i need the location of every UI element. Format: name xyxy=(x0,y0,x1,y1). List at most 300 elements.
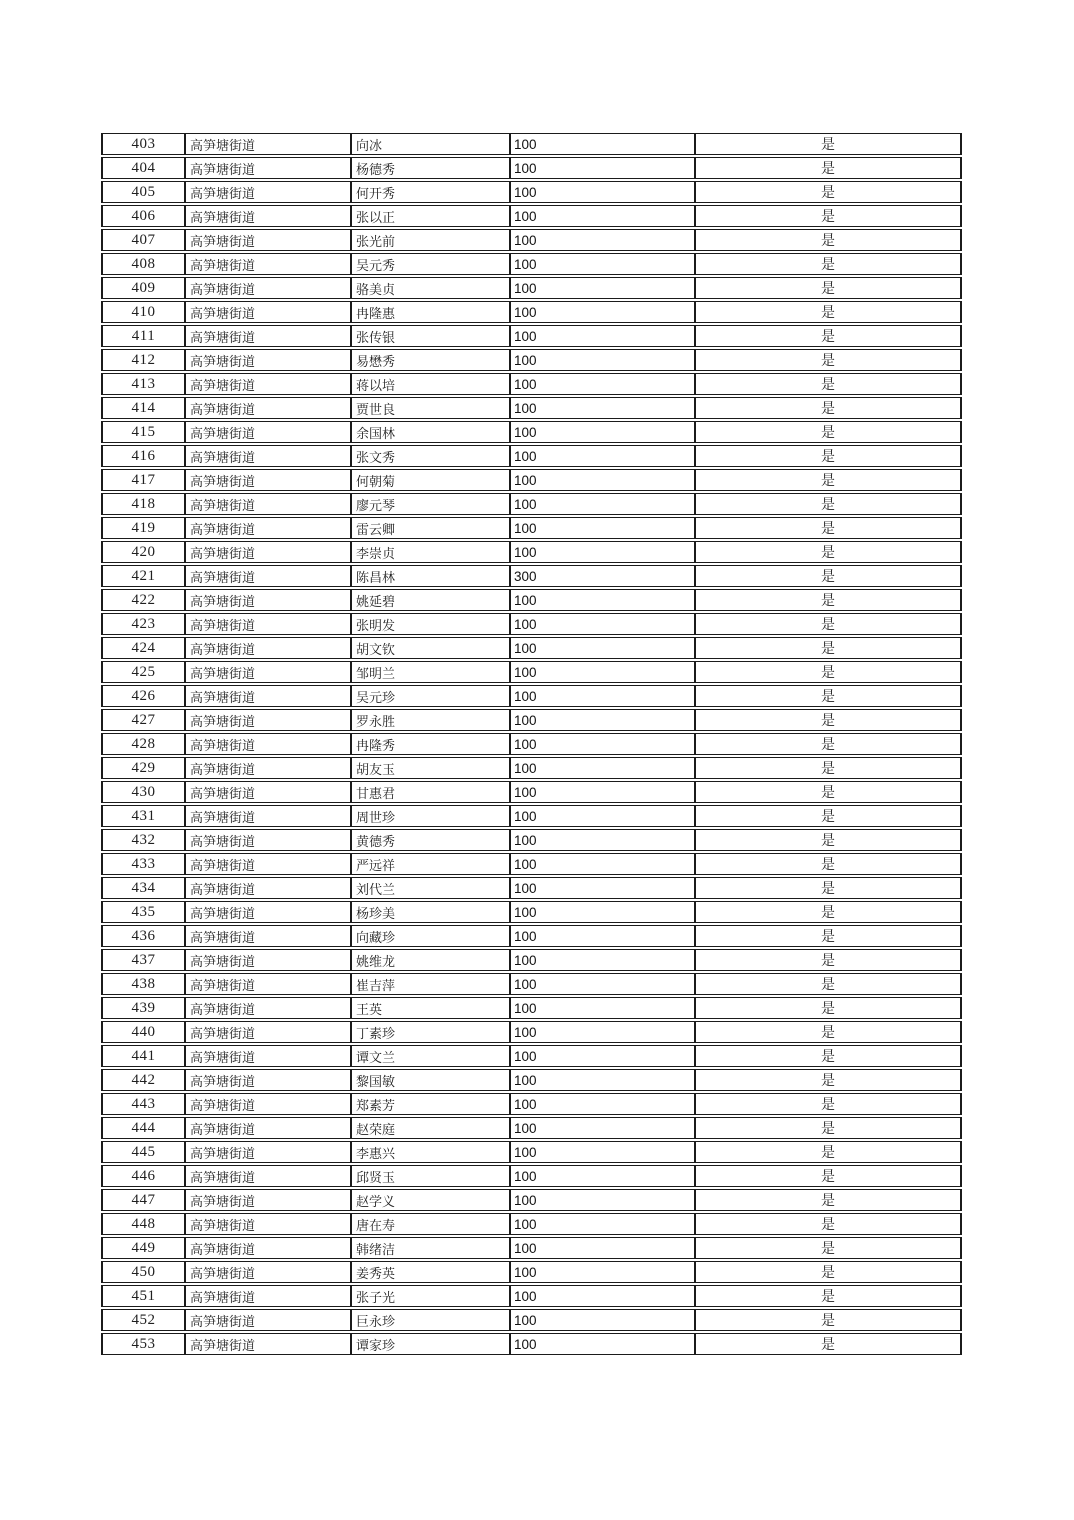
table-row xyxy=(101,157,962,179)
street-cell: 高笋塘街道 xyxy=(185,733,351,755)
street-cell: 高笋塘街道 xyxy=(185,709,351,731)
person-name-cell: 严远祥 xyxy=(351,853,510,875)
street-cell: 高笋塘街道 xyxy=(185,637,351,659)
amount-cell: 100 xyxy=(510,421,695,443)
person-name-cell: 甘惠君 xyxy=(351,781,510,803)
table-row xyxy=(101,1213,962,1235)
amount-cell: 100 xyxy=(510,925,695,947)
street-cell: 高笋塘街道 xyxy=(185,301,351,323)
row-number-cell: 447 xyxy=(101,1189,185,1211)
table-row xyxy=(101,829,962,851)
confirmed-cell: 是 xyxy=(695,397,962,419)
row-number-cell: 443 xyxy=(101,1093,185,1115)
table-row xyxy=(101,1117,962,1139)
amount-cell: 100 xyxy=(510,997,695,1019)
table-row xyxy=(101,949,962,971)
row-number-cell: 449 xyxy=(101,1237,185,1259)
person-name-cell: 吴元珍 xyxy=(351,685,510,707)
row-number-cell: 414 xyxy=(101,397,185,419)
street-cell: 高笋塘街道 xyxy=(185,1189,351,1211)
table-row xyxy=(101,1021,962,1043)
person-name-cell: 赵学义 xyxy=(351,1189,510,1211)
row-number-cell: 412 xyxy=(101,349,185,371)
person-name-cell: 吴元秀 xyxy=(351,253,510,275)
table-row xyxy=(101,229,962,251)
person-name-cell: 张光前 xyxy=(351,229,510,251)
confirmed-cell: 是 xyxy=(695,1021,962,1043)
row-number-cell: 418 xyxy=(101,493,185,515)
person-name-cell: 贾世良 xyxy=(351,397,510,419)
confirmed-cell: 是 xyxy=(695,781,962,803)
table-row xyxy=(101,805,962,827)
amount-cell: 100 xyxy=(510,589,695,611)
amount-cell: 100 xyxy=(510,517,695,539)
confirmed-cell: 是 xyxy=(695,901,962,923)
street-cell: 高笋塘街道 xyxy=(185,1261,351,1283)
table-row xyxy=(101,709,962,731)
confirmed-cell: 是 xyxy=(695,181,962,203)
row-number-cell: 426 xyxy=(101,685,185,707)
person-name-cell: 余国林 xyxy=(351,421,510,443)
confirmed-cell: 是 xyxy=(695,1309,962,1331)
confirmed-cell: 是 xyxy=(695,685,962,707)
table-row xyxy=(101,541,962,563)
row-number-cell: 445 xyxy=(101,1141,185,1163)
amount-cell: 100 xyxy=(510,1309,695,1331)
table-row xyxy=(101,901,962,923)
amount-cell: 100 xyxy=(510,205,695,227)
confirmed-cell: 是 xyxy=(695,565,962,587)
confirmed-cell: 是 xyxy=(695,1141,962,1163)
beneficiary-table xyxy=(101,131,962,1357)
table-row xyxy=(101,469,962,491)
amount-cell: 100 xyxy=(510,1333,695,1355)
table-row xyxy=(101,781,962,803)
confirmed-cell: 是 xyxy=(695,253,962,275)
street-cell: 高笋塘街道 xyxy=(185,901,351,923)
confirmed-cell: 是 xyxy=(695,229,962,251)
person-name-cell: 胡文钦 xyxy=(351,637,510,659)
person-name-cell: 张以正 xyxy=(351,205,510,227)
street-cell: 高笋塘街道 xyxy=(185,1237,351,1259)
confirmed-cell: 是 xyxy=(695,1045,962,1067)
person-name-cell: 何朝菊 xyxy=(351,469,510,491)
amount-cell: 100 xyxy=(510,1261,695,1283)
row-number-cell: 444 xyxy=(101,1117,185,1139)
amount-cell: 100 xyxy=(510,349,695,371)
person-name-cell: 周世珍 xyxy=(351,805,510,827)
person-name-cell: 向藏珍 xyxy=(351,925,510,947)
street-cell: 高笋塘街道 xyxy=(185,1021,351,1043)
street-cell: 高笋塘街道 xyxy=(185,1093,351,1115)
row-number-cell: 421 xyxy=(101,565,185,587)
confirmed-cell: 是 xyxy=(695,133,962,155)
amount-cell: 100 xyxy=(510,1237,695,1259)
street-cell: 高笋塘街道 xyxy=(185,229,351,251)
confirmed-cell: 是 xyxy=(695,1093,962,1115)
amount-cell: 100 xyxy=(510,829,695,851)
person-name-cell: 谭家珍 xyxy=(351,1333,510,1355)
row-number-cell: 405 xyxy=(101,181,185,203)
amount-cell: 100 xyxy=(510,1141,695,1163)
person-name-cell: 张传银 xyxy=(351,325,510,347)
person-name-cell: 刘代兰 xyxy=(351,877,510,899)
amount-cell: 100 xyxy=(510,1165,695,1187)
table-row xyxy=(101,925,962,947)
person-name-cell: 黄德秀 xyxy=(351,829,510,851)
street-cell: 高笋塘街道 xyxy=(185,469,351,491)
confirmed-cell: 是 xyxy=(695,1069,962,1091)
person-name-cell: 姜秀英 xyxy=(351,1261,510,1283)
person-name-cell: 胡友玉 xyxy=(351,757,510,779)
confirmed-cell: 是 xyxy=(695,661,962,683)
person-name-cell: 雷云卿 xyxy=(351,517,510,539)
row-number-cell: 446 xyxy=(101,1165,185,1187)
table-row xyxy=(101,685,962,707)
amount-cell: 100 xyxy=(510,949,695,971)
amount-cell: 100 xyxy=(510,613,695,635)
street-cell: 高笋塘街道 xyxy=(185,781,351,803)
street-cell: 高笋塘街道 xyxy=(185,685,351,707)
street-cell: 高笋塘街道 xyxy=(185,157,351,179)
confirmed-cell: 是 xyxy=(695,541,962,563)
street-cell: 高笋塘街道 xyxy=(185,589,351,611)
confirmed-cell: 是 xyxy=(695,445,962,467)
street-cell: 高笋塘街道 xyxy=(185,565,351,587)
amount-cell: 100 xyxy=(510,1045,695,1067)
person-name-cell: 易懋秀 xyxy=(351,349,510,371)
confirmed-cell: 是 xyxy=(695,637,962,659)
table-row xyxy=(101,877,962,899)
row-number-cell: 428 xyxy=(101,733,185,755)
street-cell: 高笋塘街道 xyxy=(185,397,351,419)
street-cell: 高笋塘街道 xyxy=(185,1213,351,1235)
amount-cell: 100 xyxy=(510,325,695,347)
confirmed-cell: 是 xyxy=(695,301,962,323)
table-row xyxy=(101,973,962,995)
row-number-cell: 416 xyxy=(101,445,185,467)
amount-cell: 100 xyxy=(510,445,695,467)
table-row xyxy=(101,205,962,227)
amount-cell: 100 xyxy=(510,637,695,659)
table-row xyxy=(101,589,962,611)
table-row xyxy=(101,349,962,371)
table-body xyxy=(101,133,962,1355)
person-name-cell: 王英 xyxy=(351,997,510,1019)
row-number-cell: 448 xyxy=(101,1213,185,1235)
street-cell: 高笋塘街道 xyxy=(185,949,351,971)
person-name-cell: 冉隆秀 xyxy=(351,733,510,755)
confirmed-cell: 是 xyxy=(695,997,962,1019)
table-row xyxy=(101,397,962,419)
amount-cell: 100 xyxy=(510,901,695,923)
person-name-cell: 郑素芳 xyxy=(351,1093,510,1115)
person-name-cell: 陈昌林 xyxy=(351,565,510,587)
person-name-cell: 杨德秀 xyxy=(351,157,510,179)
street-cell: 高笋塘街道 xyxy=(185,1141,351,1163)
confirmed-cell: 是 xyxy=(695,277,962,299)
confirmed-cell: 是 xyxy=(695,1213,962,1235)
amount-cell: 100 xyxy=(510,373,695,395)
street-cell: 高笋塘街道 xyxy=(185,349,351,371)
row-number-cell: 423 xyxy=(101,613,185,635)
confirmed-cell: 是 xyxy=(695,757,962,779)
row-number-cell: 450 xyxy=(101,1261,185,1283)
street-cell: 高笋塘街道 xyxy=(185,1165,351,1187)
row-number-cell: 413 xyxy=(101,373,185,395)
confirmed-cell: 是 xyxy=(695,709,962,731)
street-cell: 高笋塘街道 xyxy=(185,373,351,395)
row-number-cell: 430 xyxy=(101,781,185,803)
confirmed-cell: 是 xyxy=(695,1261,962,1283)
table-row xyxy=(101,1285,962,1307)
street-cell: 高笋塘街道 xyxy=(185,613,351,635)
person-name-cell: 张子光 xyxy=(351,1285,510,1307)
table-row xyxy=(101,1045,962,1067)
row-number-cell: 404 xyxy=(101,157,185,179)
street-cell: 高笋塘街道 xyxy=(185,997,351,1019)
street-cell: 高笋塘街道 xyxy=(185,853,351,875)
row-number-cell: 436 xyxy=(101,925,185,947)
confirmed-cell: 是 xyxy=(695,493,962,515)
amount-cell: 100 xyxy=(510,853,695,875)
amount-cell: 100 xyxy=(510,1093,695,1115)
street-cell: 高笋塘街道 xyxy=(185,805,351,827)
amount-cell: 100 xyxy=(510,1189,695,1211)
confirmed-cell: 是 xyxy=(695,349,962,371)
person-name-cell: 张文秀 xyxy=(351,445,510,467)
row-number-cell: 442 xyxy=(101,1069,185,1091)
row-number-cell: 408 xyxy=(101,253,185,275)
amount-cell: 100 xyxy=(510,1285,695,1307)
table-row xyxy=(101,1141,962,1163)
amount-cell: 100 xyxy=(510,1069,695,1091)
amount-cell: 100 xyxy=(510,733,695,755)
row-number-cell: 433 xyxy=(101,853,185,875)
street-cell: 高笋塘街道 xyxy=(185,1309,351,1331)
street-cell: 高笋塘街道 xyxy=(185,517,351,539)
confirmed-cell: 是 xyxy=(695,589,962,611)
amount-cell: 300 xyxy=(510,565,695,587)
amount-cell: 100 xyxy=(510,1213,695,1235)
table-row xyxy=(101,325,962,347)
person-name-cell: 赵荣庭 xyxy=(351,1117,510,1139)
confirmed-cell: 是 xyxy=(695,877,962,899)
confirmed-cell: 是 xyxy=(695,949,962,971)
person-name-cell: 黎国敏 xyxy=(351,1069,510,1091)
street-cell: 高笋塘街道 xyxy=(185,253,351,275)
row-number-cell: 453 xyxy=(101,1333,185,1355)
table-row xyxy=(101,1237,962,1259)
amount-cell: 100 xyxy=(510,157,695,179)
row-number-cell: 415 xyxy=(101,421,185,443)
amount-cell: 100 xyxy=(510,469,695,491)
table-row xyxy=(101,997,962,1019)
table-row xyxy=(101,757,962,779)
row-number-cell: 407 xyxy=(101,229,185,251)
confirmed-cell: 是 xyxy=(695,853,962,875)
row-number-cell: 419 xyxy=(101,517,185,539)
confirmed-cell: 是 xyxy=(695,1285,962,1307)
street-cell: 高笋塘街道 xyxy=(185,1285,351,1307)
person-name-cell: 姚维龙 xyxy=(351,949,510,971)
row-number-cell: 434 xyxy=(101,877,185,899)
row-number-cell: 406 xyxy=(101,205,185,227)
amount-cell: 100 xyxy=(510,877,695,899)
row-number-cell: 438 xyxy=(101,973,185,995)
row-number-cell: 451 xyxy=(101,1285,185,1307)
person-name-cell: 巨永珍 xyxy=(351,1309,510,1331)
confirmed-cell: 是 xyxy=(695,469,962,491)
person-name-cell: 杨珍美 xyxy=(351,901,510,923)
person-name-cell: 姚延碧 xyxy=(351,589,510,611)
confirmed-cell: 是 xyxy=(695,805,962,827)
person-name-cell: 张明发 xyxy=(351,613,510,635)
confirmed-cell: 是 xyxy=(695,373,962,395)
table-row xyxy=(101,373,962,395)
amount-cell: 100 xyxy=(510,1021,695,1043)
person-name-cell: 廖元琴 xyxy=(351,493,510,515)
table-row xyxy=(101,1189,962,1211)
table-row xyxy=(101,565,962,587)
confirmed-cell: 是 xyxy=(695,421,962,443)
row-number-cell: 437 xyxy=(101,949,185,971)
person-name-cell: 邱贤玉 xyxy=(351,1165,510,1187)
row-number-cell: 432 xyxy=(101,829,185,851)
amount-cell: 100 xyxy=(510,493,695,515)
row-number-cell: 424 xyxy=(101,637,185,659)
row-number-cell: 409 xyxy=(101,277,185,299)
table-row xyxy=(101,637,962,659)
street-cell: 高笋塘街道 xyxy=(185,325,351,347)
street-cell: 高笋塘街道 xyxy=(185,661,351,683)
street-cell: 高笋塘街道 xyxy=(185,1333,351,1355)
confirmed-cell: 是 xyxy=(695,925,962,947)
row-number-cell: 452 xyxy=(101,1309,185,1331)
street-cell: 高笋塘街道 xyxy=(185,277,351,299)
person-name-cell: 崔吉萍 xyxy=(351,973,510,995)
table-row xyxy=(101,277,962,299)
street-cell: 高笋塘街道 xyxy=(185,757,351,779)
row-number-cell: 420 xyxy=(101,541,185,563)
table-row xyxy=(101,1165,962,1187)
street-cell: 高笋塘街道 xyxy=(185,925,351,947)
table-row xyxy=(101,253,962,275)
confirmed-cell: 是 xyxy=(695,517,962,539)
person-name-cell: 谭文兰 xyxy=(351,1045,510,1067)
confirmed-cell: 是 xyxy=(695,733,962,755)
table-row xyxy=(101,613,962,635)
amount-cell: 100 xyxy=(510,229,695,251)
table-row xyxy=(101,733,962,755)
person-name-cell: 骆美贞 xyxy=(351,277,510,299)
person-name-cell: 韩绪洁 xyxy=(351,1237,510,1259)
amount-cell: 100 xyxy=(510,253,695,275)
confirmed-cell: 是 xyxy=(695,1189,962,1211)
amount-cell: 100 xyxy=(510,397,695,419)
row-number-cell: 439 xyxy=(101,997,185,1019)
amount-cell: 100 xyxy=(510,1117,695,1139)
person-name-cell: 蒋以培 xyxy=(351,373,510,395)
table-row xyxy=(101,1093,962,1115)
confirmed-cell: 是 xyxy=(695,973,962,995)
amount-cell: 100 xyxy=(510,661,695,683)
amount-cell: 100 xyxy=(510,973,695,995)
table-row xyxy=(101,421,962,443)
person-name-cell: 李崇贞 xyxy=(351,541,510,563)
amount-cell: 100 xyxy=(510,805,695,827)
row-number-cell: 440 xyxy=(101,1021,185,1043)
row-number-cell: 417 xyxy=(101,469,185,491)
table-row xyxy=(101,1309,962,1331)
amount-cell: 100 xyxy=(510,757,695,779)
row-number-cell: 422 xyxy=(101,589,185,611)
table-row xyxy=(101,181,962,203)
confirmed-cell: 是 xyxy=(695,205,962,227)
street-cell: 高笋塘街道 xyxy=(185,829,351,851)
street-cell: 高笋塘街道 xyxy=(185,181,351,203)
amount-cell: 100 xyxy=(510,685,695,707)
street-cell: 高笋塘街道 xyxy=(185,973,351,995)
amount-cell: 100 xyxy=(510,781,695,803)
table-row xyxy=(101,301,962,323)
person-name-cell: 何开秀 xyxy=(351,181,510,203)
amount-cell: 100 xyxy=(510,301,695,323)
confirmed-cell: 是 xyxy=(695,325,962,347)
confirmed-cell: 是 xyxy=(695,1237,962,1259)
table-row xyxy=(101,493,962,515)
row-number-cell: 435 xyxy=(101,901,185,923)
confirmed-cell: 是 xyxy=(695,157,962,179)
amount-cell: 100 xyxy=(510,541,695,563)
street-cell: 高笋塘街道 xyxy=(185,421,351,443)
street-cell: 高笋塘街道 xyxy=(185,445,351,467)
person-name-cell: 罗永胜 xyxy=(351,709,510,731)
row-number-cell: 431 xyxy=(101,805,185,827)
confirmed-cell: 是 xyxy=(695,829,962,851)
row-number-cell: 427 xyxy=(101,709,185,731)
table-row xyxy=(101,445,962,467)
street-cell: 高笋塘街道 xyxy=(185,205,351,227)
person-name-cell: 冉隆惠 xyxy=(351,301,510,323)
row-number-cell: 429 xyxy=(101,757,185,779)
table-row xyxy=(101,1069,962,1091)
table-row xyxy=(101,853,962,875)
row-number-cell: 403 xyxy=(101,133,185,155)
person-name-cell: 李惠兴 xyxy=(351,1141,510,1163)
person-name-cell: 向冰 xyxy=(351,133,510,155)
person-name-cell: 唐在寿 xyxy=(351,1213,510,1235)
row-number-cell: 425 xyxy=(101,661,185,683)
amount-cell: 100 xyxy=(510,181,695,203)
person-name-cell: 邹明兰 xyxy=(351,661,510,683)
row-number-cell: 441 xyxy=(101,1045,185,1067)
confirmed-cell: 是 xyxy=(695,1117,962,1139)
table-row xyxy=(101,1333,962,1355)
table-row xyxy=(101,133,962,155)
street-cell: 高笋塘街道 xyxy=(185,1117,351,1139)
street-cell: 高笋塘街道 xyxy=(185,541,351,563)
person-name-cell: 丁素珍 xyxy=(351,1021,510,1043)
street-cell: 高笋塘街道 xyxy=(185,493,351,515)
street-cell: 高笋塘街道 xyxy=(185,1045,351,1067)
street-cell: 高笋塘街道 xyxy=(185,133,351,155)
amount-cell: 100 xyxy=(510,277,695,299)
row-number-cell: 411 xyxy=(101,325,185,347)
confirmed-cell: 是 xyxy=(695,1165,962,1187)
table-row xyxy=(101,661,962,683)
street-cell: 高笋塘街道 xyxy=(185,1069,351,1091)
